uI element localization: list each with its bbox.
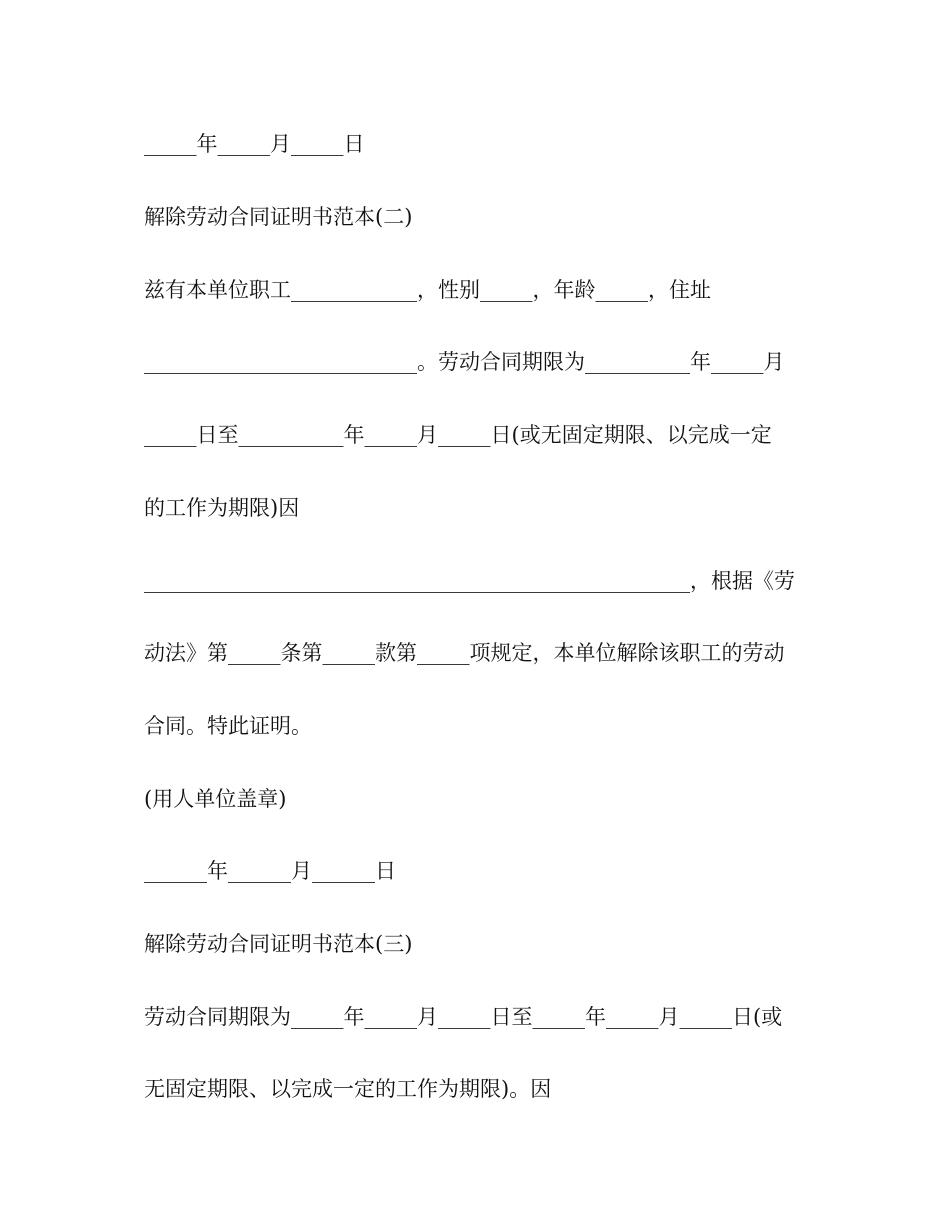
seal-note: (用人单位盖章) [144, 787, 287, 811]
paragraph-line: 合同。特此证明。 [144, 714, 312, 738]
paragraph-line: ____________________________________________________，根据《劳 [144, 569, 795, 593]
section-title-2: 解除劳动合同证明书范本(二) [144, 205, 413, 229]
paragraph-line: 劳动合同期限为_____年_____月_____日至_____年_____月_____日(或 [144, 1005, 783, 1029]
paragraph-line: 动法》第_____条第_____款第_____项规定，本单位解除该职工的劳动 [144, 641, 785, 665]
paragraph-line: __________________________。劳动合同期限为__________年_____月 [144, 350, 785, 374]
paragraph-line: _____日至__________年_____月_____日(或无固定期限、以完成一定 [144, 423, 772, 447]
date-line-1: _____年_____月_____日 [144, 132, 365, 156]
paragraph-line: 的工作为期限)因 [144, 496, 300, 520]
paragraph-line: 兹有本单位职工____________，性别_____，年龄_____，住址 [144, 278, 711, 302]
paragraph-line: 无固定期限、以完成一定的工作为期限)。因 [144, 1077, 552, 1101]
section-title-3: 解除劳动合同证明书范本(三) [144, 932, 413, 956]
date-line-2: ______年______月______日 [144, 859, 396, 883]
